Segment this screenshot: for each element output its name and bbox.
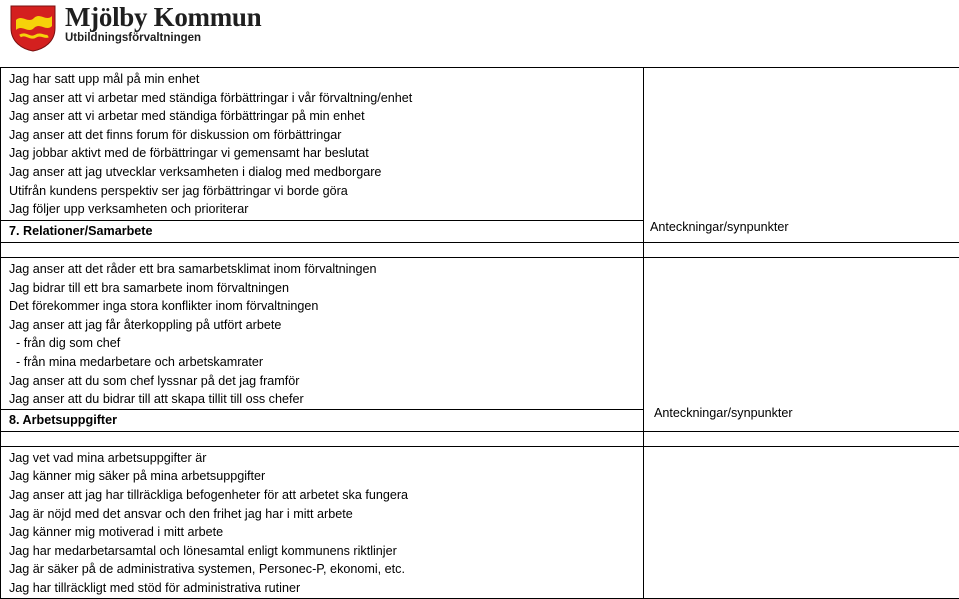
department-name: Utbildningsförvaltningen xyxy=(65,32,201,44)
statement: Jag är säker på de administrativa systemen, Personec-P, ekonomi, etc. xyxy=(9,560,643,579)
survey-table xyxy=(0,67,959,599)
gap-row xyxy=(1,243,959,258)
gap-row xyxy=(1,431,959,446)
statement: Jag har satt upp mål på min enhet xyxy=(9,70,643,89)
section7-items xyxy=(1,258,644,410)
notes-area xyxy=(644,68,959,243)
statement: Jag känner mig motiverad i mitt arbete xyxy=(9,523,643,542)
statement: Jag anser att jag har tillräckliga befogenheter för att arbetet ska fungera xyxy=(9,486,643,505)
statement: Jag anser att jag får återkoppling på utfört arbete xyxy=(9,316,643,335)
section8-notes-label: Anteckningar/synpunkter xyxy=(654,406,793,420)
section7-heading: 7. Relationer/Samarbete xyxy=(1,221,644,243)
statement: Jag anser att du som chef lyssnar på det jag framför xyxy=(9,372,643,391)
section-top-items xyxy=(1,68,644,221)
section8-heading: 8. Arbetsuppgifter xyxy=(1,409,644,431)
statement: Jag har medarbetarsamtal och lönesamtal enligt kommunens riktlinjer xyxy=(9,542,643,561)
statement: - från dig som chef xyxy=(9,334,643,353)
statement: Jag anser att det råder ett bra samarbetsklimat inom förvaltningen xyxy=(9,260,643,279)
statement: Jag bidrar till ett bra samarbete inom förvaltningen xyxy=(9,279,643,298)
statement: Jag anser att det finns forum för diskussion om förbättringar xyxy=(9,126,643,145)
section7-notes-label: Anteckningar/synpunkter xyxy=(650,220,789,234)
coat-of-arms-icon xyxy=(8,2,58,52)
statement: Jag känner mig säker på mina arbetsuppgifter xyxy=(9,467,643,486)
statement: Jag har tillräckligt med stöd för administrativa rutiner xyxy=(9,579,643,598)
statement: Utifrån kundens perspektiv ser jag förbättringar vi borde göra xyxy=(9,182,643,201)
section8-items-row xyxy=(1,446,959,598)
org-name: Mjölby Kommun xyxy=(65,2,261,33)
statement: Jag anser att du bidrar till att skapa tillit till oss chefer xyxy=(9,390,643,409)
statement: Jag följer upp verksamheten och prioriterar xyxy=(9,200,643,219)
statement: - från mina medarbetare och arbetskamrater xyxy=(9,353,643,372)
statement: Det förekommer inga stora konflikter inom förvaltningen xyxy=(9,297,643,316)
statement: Jag anser att vi arbetar med ständiga förbättringar i vår förvaltning/enhet xyxy=(9,89,643,108)
section8-items xyxy=(1,446,644,598)
section7-items-row xyxy=(1,258,959,410)
statement: Jag jobbar aktivt med de förbättringar vi gemensamt har beslutat xyxy=(9,144,643,163)
statement: Jag anser att jag utvecklar verksamheten i dialog med medborgare xyxy=(9,163,643,182)
statement: Jag vet vad mina arbetsuppgifter är xyxy=(9,449,643,468)
statement: Jag anser att vi arbetar med ständiga förbättringar på min enhet xyxy=(9,107,643,126)
logo xyxy=(8,2,248,54)
section-top-row xyxy=(1,68,959,221)
statement: Jag är nöjd med det ansvar och den frihet jag har i mitt arbete xyxy=(9,505,643,524)
notes-area xyxy=(644,446,959,598)
